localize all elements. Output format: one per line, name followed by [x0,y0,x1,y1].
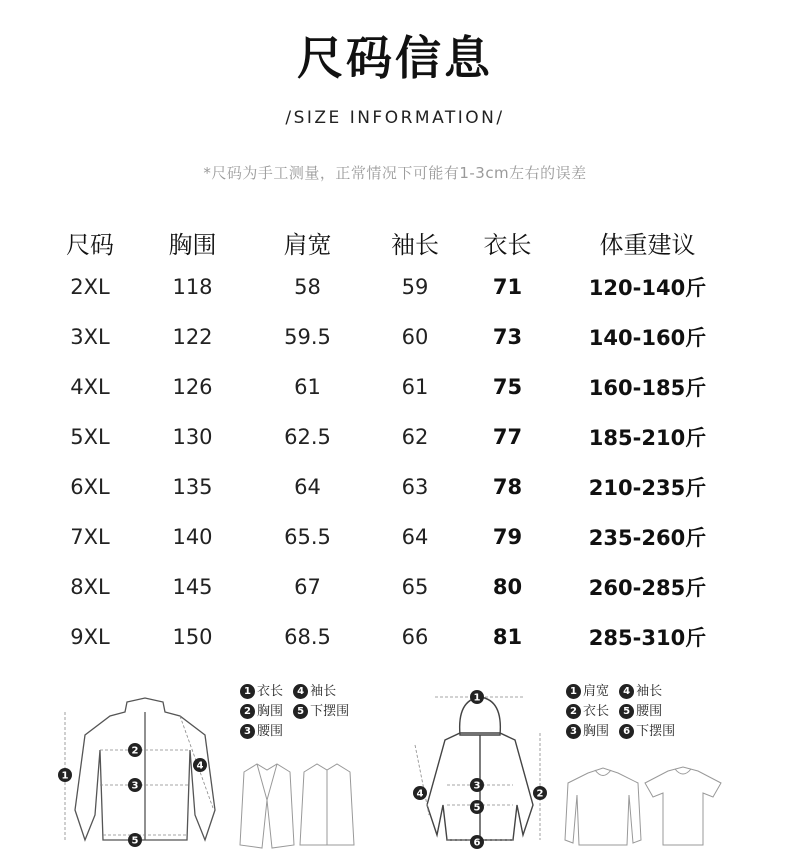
table-row [45,412,745,462]
cell-chest: 130 [172,425,213,449]
cell-shoulder: 64 [294,475,321,499]
table-row [45,612,745,662]
cell-shoulder: 62.5 [284,425,331,449]
cell-sleeve: 61 [401,375,429,399]
cell-size: 7XL [70,525,110,549]
hoodie-marker-5 [470,800,484,814]
cell-length: 80 [492,575,523,599]
cell-shoulder: 58 [294,275,321,299]
legend-item: 3 腰围 [240,722,283,742]
table-row [45,512,745,562]
hoodie-marker-3 [470,778,484,792]
page-subtitle: /SIZE INFORMATION/ [285,108,505,128]
legend-left [240,682,370,742]
legend-item: 6 下摆围 [619,722,675,742]
header-shoulder: 肩宽 [283,230,332,259]
table-row [45,462,745,512]
cell-weight: 140-160斤 [588,326,707,350]
cell-length: 81 [492,625,523,649]
legend-item: 2 胸围 [240,702,283,722]
cell-sleeve: 62 [401,425,429,449]
hoodie-marker-6 [470,835,484,849]
page-title: 尺码信息 [297,31,493,85]
cell-size: 3XL [70,325,110,349]
measurement-note: *尺码为手工测量，正常情况下可能有1-3cm左右的误差 [203,164,587,182]
cell-weight: 260-285斤 [588,576,707,600]
svg-text:3: 3 [473,780,481,792]
legend-item: 4 袖长 [619,682,662,702]
legend-item: 5 腰围 [619,702,662,722]
legend-right [566,682,706,742]
cell-sleeve: 64 [401,525,429,549]
svg-text:2: 2 [536,788,544,800]
jacket-marker-2 [128,743,142,757]
cell-length: 77 [492,425,523,449]
svg-text:2: 2 [131,745,139,757]
hoodie-marker-4 [413,786,427,800]
table-header-row [45,222,745,262]
cell-size: 4XL [70,375,110,399]
cell-weight: 210-235斤 [588,476,707,500]
cell-weight: 120-140斤 [588,276,707,300]
header-size: 尺码 [66,230,114,259]
svg-text:4: 4 [196,760,204,772]
cell-sleeve: 59 [401,275,429,299]
blazer-shirt-sketch [232,760,362,852]
cell-weight: 285-310斤 [588,626,707,650]
legend-item: 2 衣长 [566,702,609,722]
cell-sleeve: 66 [401,625,429,649]
cell-chest: 135 [172,475,213,499]
legend-item: 1 肩宽 [566,682,609,702]
size-table [45,222,745,662]
tee-sketch [563,765,728,850]
cell-sleeve: 60 [401,325,429,349]
table-row [45,562,745,612]
cell-size: 6XL [70,475,110,499]
cell-length: 73 [492,325,523,349]
cell-chest: 118 [172,275,213,299]
hoodie-measure-diagram [405,685,555,853]
cell-chest: 126 [172,375,213,399]
cell-sleeve: 65 [401,575,429,599]
legend-item: 3 胸围 [566,722,609,742]
svg-text:1: 1 [473,692,481,704]
svg-text:4: 4 [416,788,424,800]
cell-size: 8XL [70,575,110,599]
header-sleeve: 袖长 [391,230,439,259]
cell-length: 78 [492,475,523,499]
cell-size: 2XL [70,275,110,299]
legend-item: 4 袖长 [293,682,336,702]
cell-chest: 140 [172,525,213,549]
svg-text:6: 6 [473,837,481,849]
cell-length: 79 [492,525,523,549]
svg-text:1: 1 [61,770,69,782]
cell-length: 71 [492,275,523,299]
hoodie-marker-1 [470,690,484,704]
cell-chest: 150 [172,625,213,649]
header-length: 衣长 [483,230,532,259]
jacket-marker-1 [58,768,72,782]
cell-weight: 235-260斤 [588,526,707,550]
cell-sleeve: 63 [401,475,429,499]
legend-item: 5 下摆围 [293,702,349,722]
cell-chest: 145 [172,575,213,599]
header-weight: 体重建议 [599,230,696,259]
table-row [45,312,745,362]
cell-shoulder: 68.5 [284,625,331,649]
cell-chest: 122 [172,325,213,349]
table-row [45,262,745,312]
jacket-measure-diagram [55,690,235,855]
jacket-marker-4 [193,758,207,772]
cell-shoulder: 61 [294,375,321,399]
hoodie-marker-2 [533,786,547,800]
table-row [45,362,745,412]
cell-size: 5XL [70,425,110,449]
cell-weight: 185-210斤 [588,426,707,450]
cell-shoulder: 59.5 [284,325,331,349]
legend-item: 1 衣长 [240,682,283,702]
jacket-marker-3 [128,778,142,792]
cell-shoulder: 65.5 [284,525,331,549]
header-chest: 胸围 [168,230,217,259]
svg-text:3: 3 [131,780,139,792]
svg-text:5: 5 [131,835,139,847]
cell-weight: 160-185斤 [588,376,707,400]
cell-length: 75 [492,375,523,399]
svg-text:5: 5 [473,802,481,814]
cell-shoulder: 67 [294,575,321,599]
cell-size: 9XL [70,625,110,649]
jacket-marker-5 [128,833,142,847]
